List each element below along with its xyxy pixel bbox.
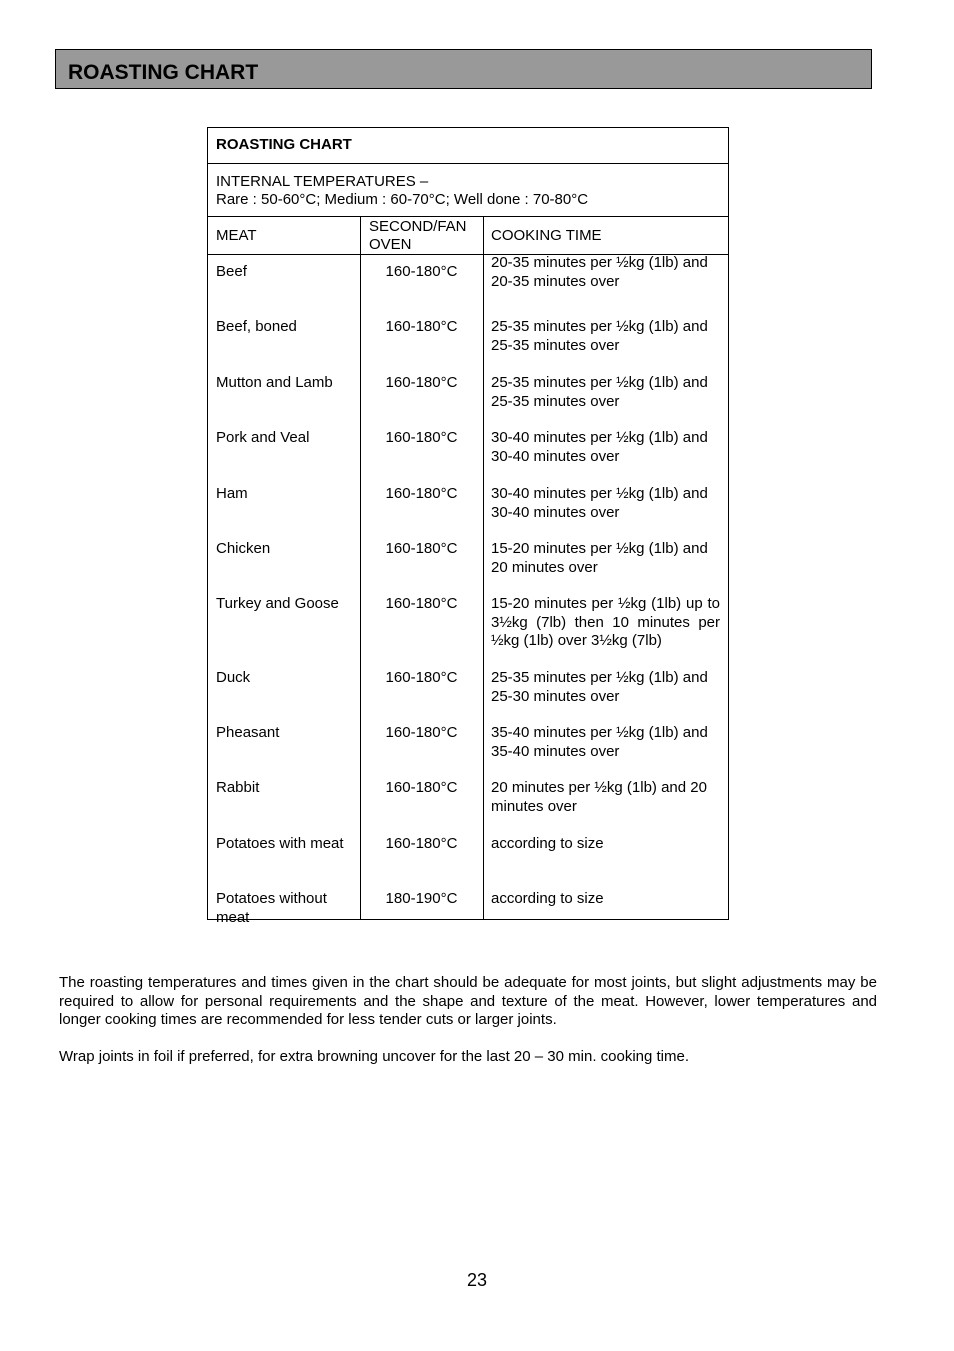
table-row-meat: Pheasant [216, 724, 280, 741]
table-row-temperature: 160-180°C [385, 540, 458, 557]
internal-temperatures-values: Rare : 50-60°C; Medium : 60-70°C; Well done : 70-80°C [216, 191, 589, 208]
table-row-cooking-time: 15-20 minutes per ½kg (1lb) and 20 minutes over [491, 540, 708, 576]
column-header-row [208, 217, 728, 255]
internal-temperatures-row [208, 164, 728, 217]
table-row-cooking-time: 25-35 minutes per ½kg (1lb) and 25-35 minutes over [491, 318, 708, 354]
table-row-cooking-time: 35-40 minutes per ½kg (1lb) and 35-40 minutes over [491, 724, 708, 760]
header-oven: SECOND/FAN OVEN [369, 218, 467, 253]
table-row-cooking-time: 25-35 minutes per ½kg (1lb) and 25-30 minutes over [491, 669, 708, 705]
table-row-temperature: 160-180°C [385, 779, 458, 796]
table-row-temperature: 160-180°C [385, 374, 458, 391]
header-meat: MEAT [216, 227, 257, 244]
table-row-temperature: 160-180°C [385, 724, 458, 741]
table-row-temperature: 160-180°C [385, 485, 458, 502]
table-row-temperature: 160-180°C [385, 263, 458, 280]
table-row-cooking-time: 30-40 minutes per ½kg (1lb) and 30-40 minutes over [491, 429, 708, 465]
table-row-meat: Duck [216, 669, 251, 686]
page-number: 23 [466, 1270, 488, 1290]
column-divider-2 [483, 217, 484, 919]
paragraph-foil-tip: Wrap joints in foil if preferred, for extra browning uncover for the last 20 – 30 min. cooking time. [59, 1048, 690, 1065]
table-row-cooking-time: 15-20 minutes per ½kg (1lb) up to 3½kg (7lb) then 10 minutes per ½kg (1lb) over 3½kg (7lb) [491, 595, 720, 649]
table-row-meat: Beef, boned [216, 318, 297, 335]
table-row-meat: Potatoes without meat [216, 890, 327, 926]
table-row-temperature: 160-180°C [385, 669, 458, 686]
internal-temperatures-heading: INTERNAL TEMPERATURES – [216, 173, 429, 190]
table-row-meat: Mutton and Lamb [216, 374, 333, 391]
section-title: ROASTING CHART [68, 61, 259, 84]
table-row-temperature: 160-180°C [385, 835, 458, 852]
table-row-temperature: 160-180°C [385, 595, 458, 612]
roasting-chart-table [207, 127, 729, 926]
table-row-temperature: 160-180°C [385, 318, 458, 335]
table-row-meat: Chicken [216, 540, 271, 557]
header-cooking-time: COOKING TIME [491, 227, 602, 244]
table-row-cooking-time: 20-35 minutes per ½kg (1lb) and 20-35 minutes over [491, 254, 708, 290]
chart-title: ROASTING CHART [216, 136, 352, 153]
table-row-meat: Potatoes with meat [216, 835, 344, 852]
paragraph-adjustments: The roasting temperatures and times given in the chart should be adequate for most joints, but slight adjustments may be required to allow for personal requirements and the shape and texture of the meat. However, lower temperatures and longer cooking times are recommended for less tender cuts or larger joints. [59, 974, 877, 1028]
table-row-temperature: 180-190°C [385, 890, 458, 907]
table-row-meat: Beef [216, 263, 247, 280]
table-row-cooking-time: 30-40 minutes per ½kg (1lb) and 30-40 minutes over [491, 485, 708, 521]
table-row-temperature: 160-180°C [385, 429, 458, 446]
table-row-cooking-time: according to size [491, 835, 604, 852]
table-row-cooking-time: 20 minutes per ½kg (1lb) and 20 minutes over [491, 779, 707, 815]
chart-title-row [208, 128, 728, 164]
table-row-meat: Pork and Veal [216, 429, 310, 446]
table-row-cooking-time: according to size [491, 890, 604, 907]
section-header [55, 49, 872, 89]
table-row-cooking-time: 25-35 minutes per ½kg (1lb) and 25-35 minutes over [491, 374, 708, 410]
table-row-meat: Turkey and Goose [216, 595, 339, 612]
table-row-meat: Rabbit [216, 779, 260, 796]
table-row-meat: Ham [216, 485, 248, 502]
